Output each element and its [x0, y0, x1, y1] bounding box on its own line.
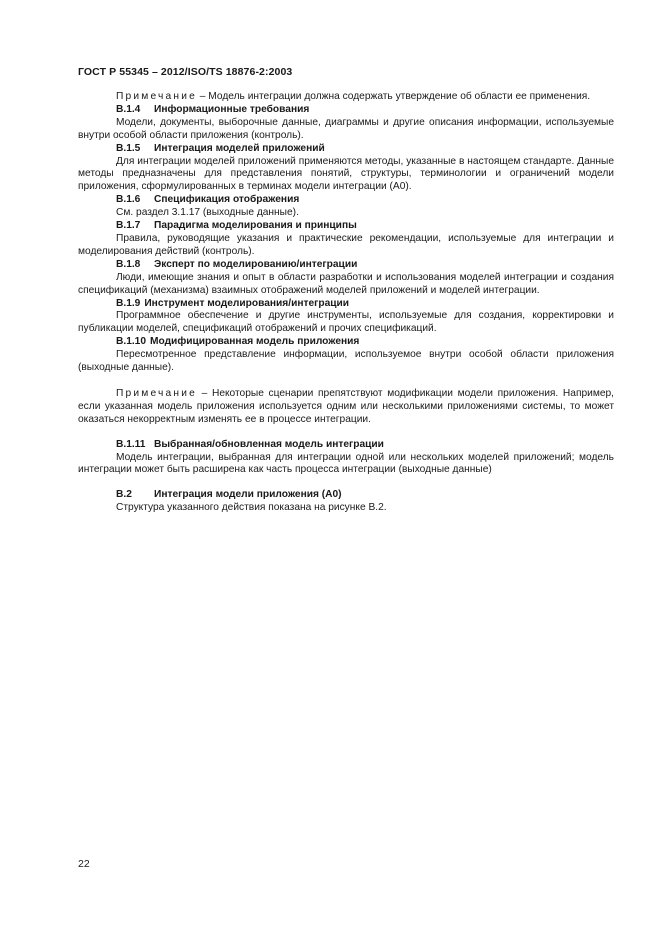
section-paragraph: Правила, руководящие указания и практические рекомендации, используемые для интеграции и моделирования действий (контроль).	[78, 232, 614, 257]
section-number: В.1.8	[116, 258, 141, 270]
section-heading-b19	[78, 298, 614, 311]
section-number: В.1.4	[116, 103, 141, 115]
document-body	[78, 91, 614, 515]
note-label: Примечание	[116, 91, 197, 102]
section-paragraph: Модели, документы, выборочные данные, диаграммы и другие описания информации, используемые внутри особой области приложения (контроль).	[78, 116, 614, 141]
section-heading-b18	[78, 259, 614, 272]
section-paragraph: Структура указанного действия показана на рисунке В.2.	[116, 502, 387, 514]
section-heading-b14	[78, 104, 614, 117]
section-title: Выбранная/обновленная модель интеграции	[154, 438, 384, 450]
section-heading-b17	[78, 220, 614, 233]
section-paragraph: См. раздел 3.1.17 (выходные данные).	[116, 207, 299, 219]
document-header: ГОСТ Р 55345 – 2012/ISO/TS 18876-2:2003	[78, 66, 293, 78]
section-heading-b16	[78, 194, 614, 207]
section-paragraph: Программное обеспечение и другие инструменты, используемые для создания, корректировки и публикации моделей, спецификаций отображений и прочих спецификаций.	[78, 310, 614, 335]
section-number: В.1.10	[116, 336, 147, 348]
section-paragraph: Для интеграции моделей приложений применяются методы, указанные в настоящем стандарте. Данные методы предназначены для представления понятий, структуры, терминологии и ограничений модели приложения, сформулированных в терминах модели интеграции (А0).	[78, 155, 614, 193]
section-heading-b2	[78, 489, 614, 502]
section-number: В.1.11	[116, 438, 146, 450]
section-paragraph: Люди, имеющие знания и опыт в области разработки и использования моделей интеграции и создания спецификаций (механизма) взаимных отображений моделей приложений и моделей интеграции.	[78, 271, 614, 296]
note-paragraph	[78, 388, 614, 427]
section-title: Спецификация отображения	[154, 194, 300, 206]
note-label: Примечание	[116, 387, 197, 399]
spacer	[78, 427, 614, 439]
section-heading-b111	[78, 439, 614, 452]
section-heading-b15	[78, 143, 614, 156]
section-number: В.1.6	[116, 194, 141, 206]
section-title: Парадигма моделирования и принципы	[154, 220, 357, 232]
section-paragraph: Пересмотренное представление информации, используемое внутри особой области приложения (выходные данные).	[78, 349, 614, 374]
spacer	[78, 375, 614, 388]
section-number: В.1.7	[116, 220, 141, 232]
note-text: – Модель интеграции должна содержать утверждение об области ее применения.	[196, 91, 591, 102]
section-paragraph: Модель интеграции, выбранная для интеграции одной или нескольких моделей приложений; модель интеграции может быть расширена как часть процесса интеграции (выходные данные)	[78, 451, 614, 476]
section-title: Эксперт по моделированию/интеграции	[154, 258, 358, 270]
spacer	[78, 477, 614, 489]
section-title: Модифицированная модель приложения	[150, 336, 360, 348]
section-number: В.2	[116, 489, 132, 501]
section-title: Инструмент моделирования/интеграции	[144, 297, 350, 309]
section-heading-b110	[78, 336, 614, 349]
section-title: Информационные требования	[154, 103, 310, 115]
note-paragraph	[78, 91, 614, 104]
section-title: Интеграция модели приложения (А0)	[154, 489, 342, 501]
section-number: В.1.9	[116, 297, 141, 309]
section-number: В.1.5	[116, 142, 141, 154]
section-title: Интеграция моделей приложений	[154, 142, 325, 154]
note-text: – Некоторые сценарии препятствуют модификации модели приложения. Например, если указанная модель приложения используется одним или несколькими приложениями системы, то может оказаться некорректным изменять ее в процессе интеграции.	[78, 387, 614, 425]
page-number: 22	[78, 858, 90, 870]
